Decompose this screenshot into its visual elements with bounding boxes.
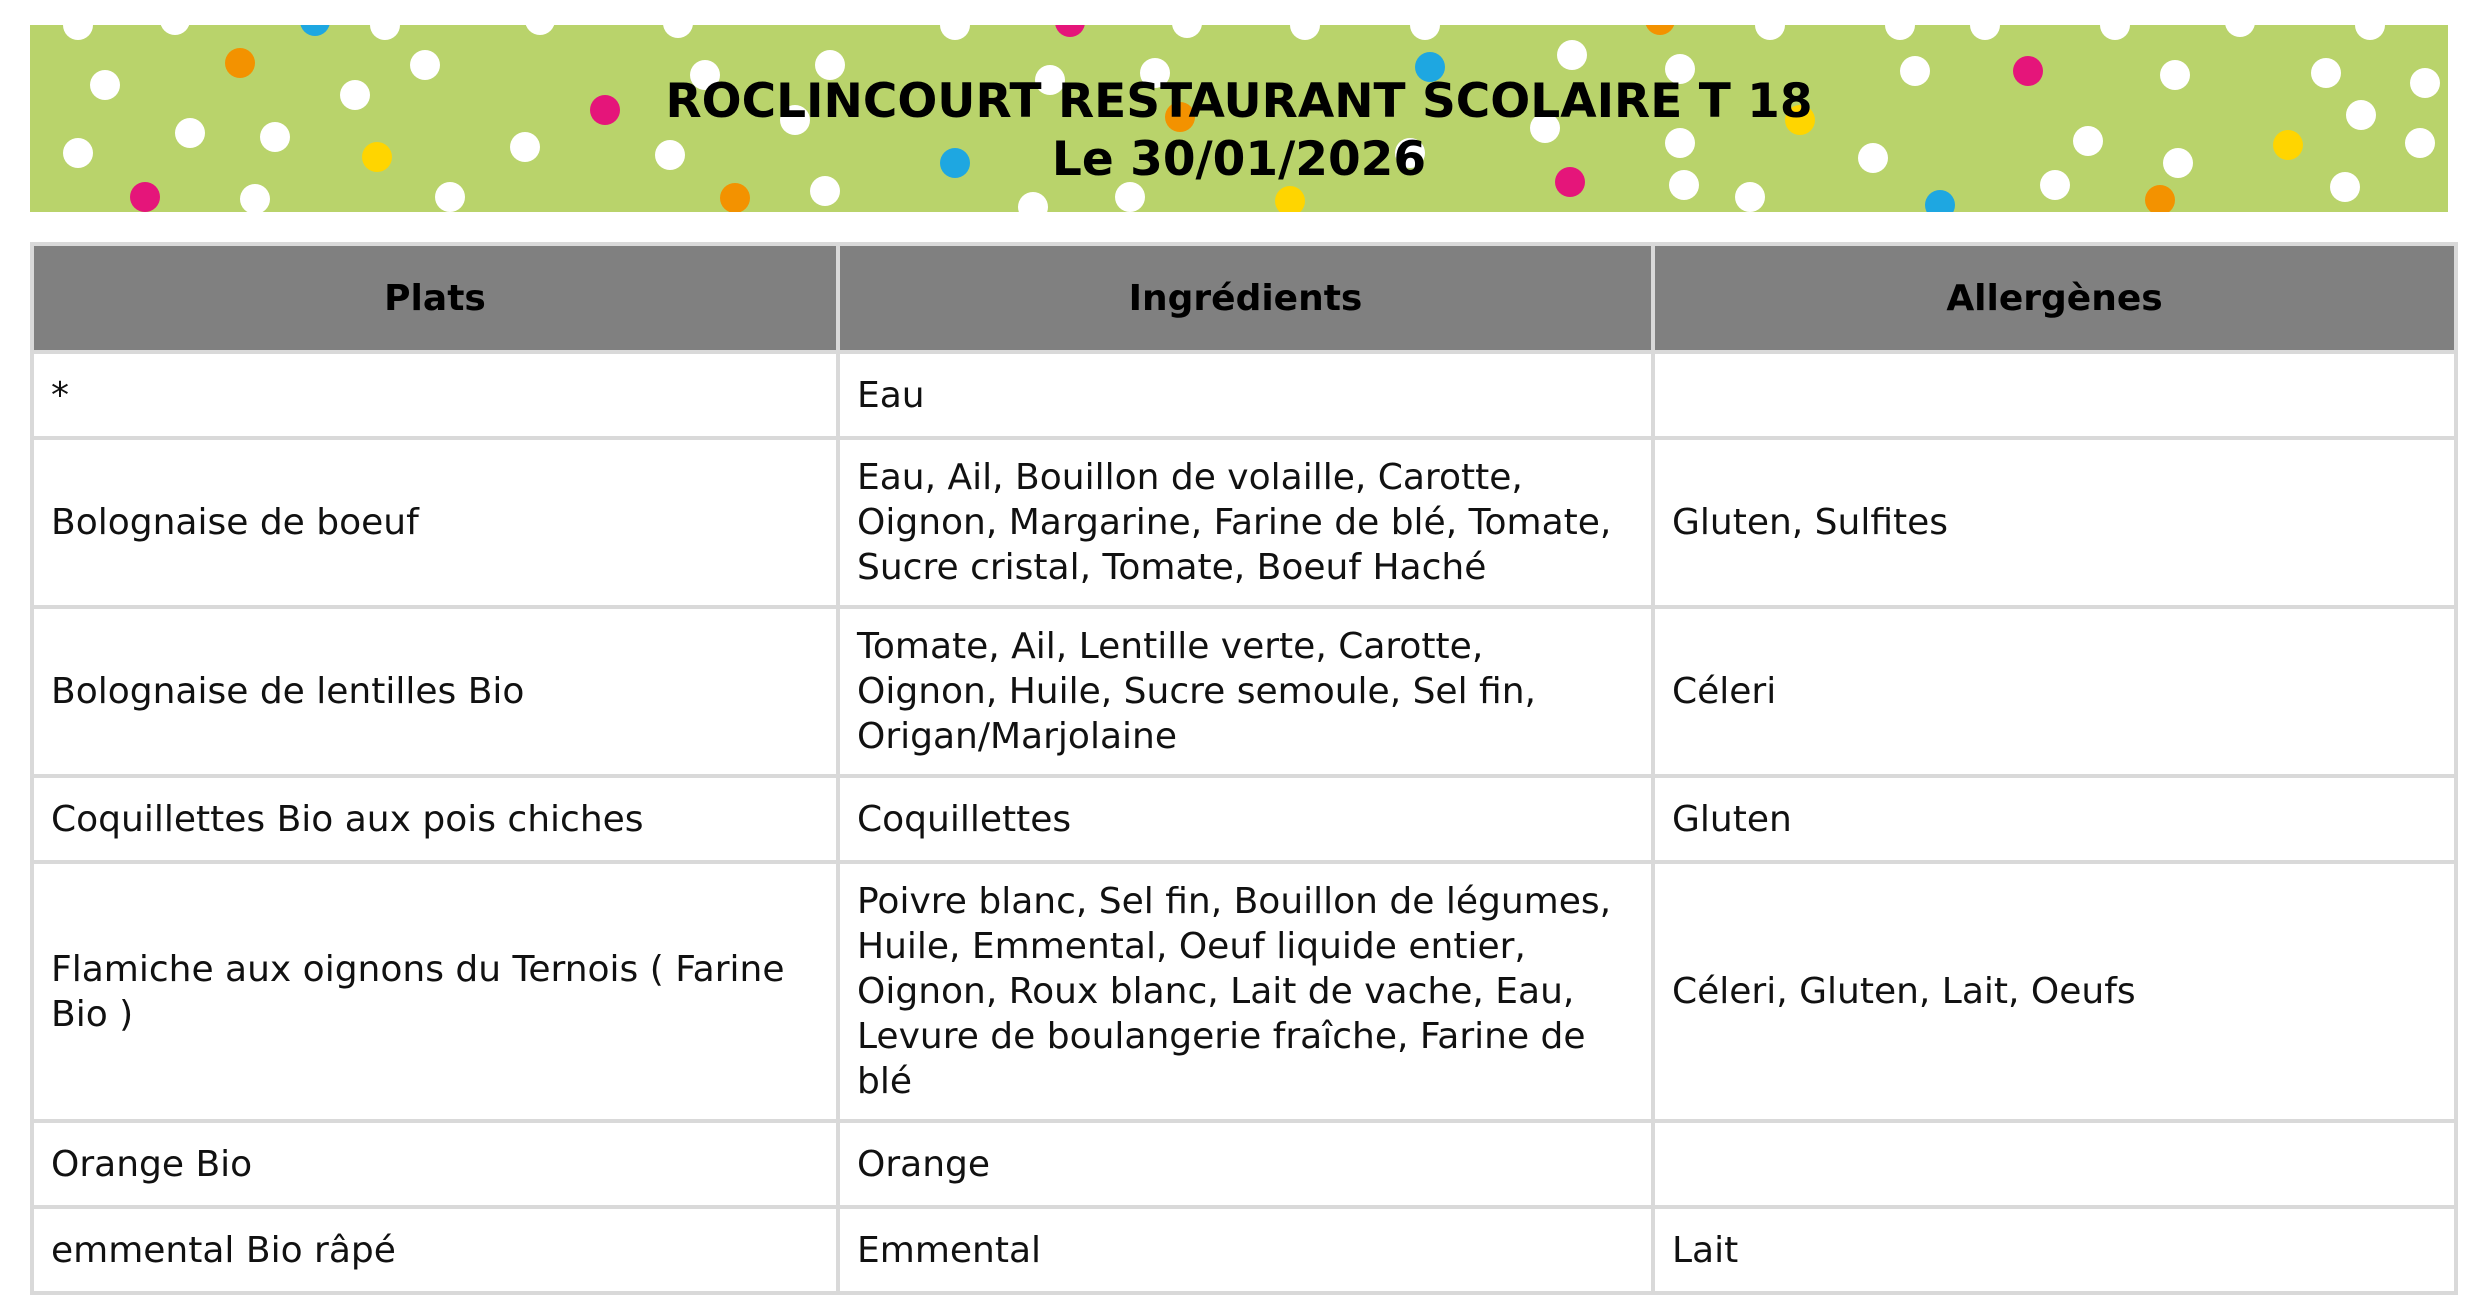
dish-cell: emmental Bio râpé: [32, 1207, 838, 1293]
decorative-dot: [1410, 25, 1440, 40]
allergens-cell: Céleri: [1653, 607, 2456, 776]
ingredients-cell: Eau, Ail, Bouillon de volaille, Carotte, Oignon, Margarine, Farine de blé, Tomate, Sucre cristal, Tomate, Boeuf Haché: [838, 438, 1653, 607]
allergens-cell: Céleri, Gluten, Lait, Oeufs: [1653, 862, 2456, 1121]
decorative-dot: [1275, 186, 1305, 212]
menu-date: Le 30/01/2026: [1051, 132, 1427, 187]
ingredients-cell: Coquillettes: [838, 776, 1653, 862]
dish-cell: Orange Bio: [32, 1121, 838, 1207]
ingredients-cell: Poivre blanc, Sel fin, Bouillon de légumes, Huile, Emmental, Oeuf liquide entier, Oignon, Roux blanc, Lait de vache, Eau, Levure de boulangerie fraîche, Farine de blé: [838, 862, 1653, 1121]
decorative-dot: [1018, 192, 1048, 212]
column-header-allergenes: Allergènes: [1653, 244, 2456, 352]
page-title: ROCLINCOURT RESTAURANT SCOLAIRE T 18: [665, 74, 1813, 129]
column-header-ingredients: Ingrédients: [838, 244, 1653, 352]
dish-cell: *: [32, 352, 838, 438]
decorative-dot: [940, 25, 970, 40]
decorative-dot: [2355, 25, 2385, 40]
ingredients-cell: Eau: [838, 352, 1653, 438]
table-row: [32, 1207, 2456, 1293]
allergens-cell: Gluten: [1653, 776, 2456, 862]
table-row: [32, 776, 2456, 862]
decorative-dot: [1970, 25, 2000, 40]
table-row: [32, 607, 2456, 776]
decorative-dot: [663, 25, 693, 38]
dish-cell: Flamiche aux oignons du Ternois ( Farine Bio ): [32, 862, 838, 1121]
allergens-cell: Gluten, Sulfites: [1653, 438, 2456, 607]
decorative-dot: [525, 25, 555, 35]
decorative-dot: [1055, 25, 1085, 37]
allergens-cell: [1653, 352, 2456, 438]
decorative-dot: [300, 25, 330, 36]
decorative-dot: [2145, 185, 2175, 212]
ingredients-cell: Emmental: [838, 1207, 1653, 1293]
decorative-dot: [2225, 25, 2255, 37]
decorative-dot: [2100, 25, 2130, 40]
table-header-row: [32, 244, 2456, 352]
allergens-cell: Lait: [1653, 1207, 2456, 1293]
banner-heading: [30, 73, 2448, 189]
header-banner: [30, 25, 2448, 212]
ingredients-cell: Tomate, Ail, Lentille verte, Carotte, Oignon, Huile, Sucre semoule, Sel fin, Origan/Marjolaine: [838, 607, 1653, 776]
decorative-dot: [1645, 25, 1675, 35]
ingredients-cell: Orange: [838, 1121, 1653, 1207]
table-row: [32, 352, 2456, 438]
decorative-dot: [63, 25, 93, 40]
decorative-dot: [1172, 25, 1202, 38]
menu-table: [30, 242, 2458, 1295]
decorative-dot: [1290, 25, 1320, 40]
decorative-dot: [160, 25, 190, 35]
table-row: [32, 438, 2456, 607]
dish-cell: Coquillettes Bio aux pois chiches: [32, 776, 838, 862]
decorative-dot: [1557, 40, 1587, 70]
dish-cell: Bolognaise de lentilles Bio: [32, 607, 838, 776]
decorative-dot: [1885, 25, 1915, 40]
table-row: [32, 862, 2456, 1121]
dish-cell: Bolognaise de boeuf: [32, 438, 838, 607]
table-row: [32, 1121, 2456, 1207]
decorative-dot: [370, 25, 400, 40]
decorative-dot: [1755, 25, 1785, 40]
decorative-dot: [1925, 190, 1955, 212]
column-header-plats: Plats: [32, 244, 838, 352]
allergens-cell: [1653, 1121, 2456, 1207]
